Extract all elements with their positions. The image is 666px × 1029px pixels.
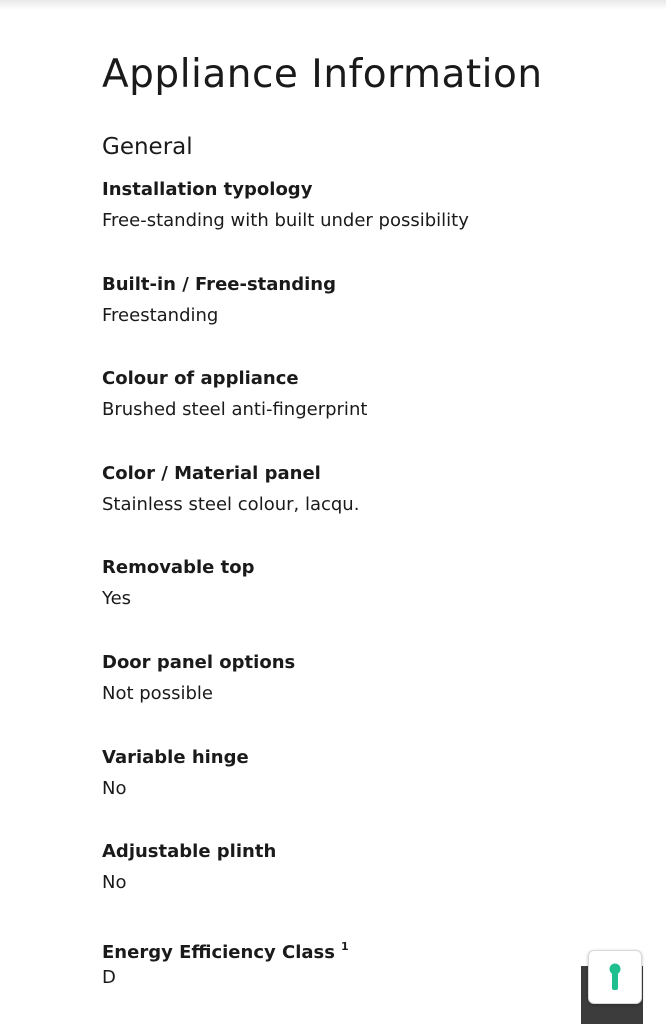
spec-value: Free-standing with built under possibility (102, 210, 469, 231)
spec-label: Colour of appliance (102, 368, 299, 390)
spec-item-variable-hinge (102, 746, 622, 841)
spec-list (102, 178, 622, 1029)
spec-item-removable-top (102, 556, 622, 651)
spec-value: Freestanding (102, 304, 219, 326)
spec-label: Variable hinge (102, 746, 249, 768)
top-bar-shadow (0, 0, 666, 10)
spec-label: Adjustable plinth (102, 841, 277, 863)
spec-label (102, 935, 622, 963)
spec-value: Yes (102, 588, 132, 610)
spec-value: No (102, 777, 127, 799)
spec-item-colour-of-appliance (102, 367, 622, 462)
spec-item-energy-efficiency-class (102, 935, 622, 1029)
spec-value: D (102, 966, 116, 988)
privacy-settings-button[interactable] (588, 950, 642, 1004)
spec-label: Color / Material panel (102, 462, 321, 484)
page-title: Appliance Information (102, 52, 543, 97)
spec-item-color-material-panel (102, 462, 622, 557)
spec-value: Not possible (102, 682, 213, 704)
spec-label: Installation typology (102, 179, 313, 200)
spec-item-door-panel-options (102, 651, 622, 746)
appliance-information-panel (102, 50, 622, 1029)
spec-label: Built-in / Free-standing (102, 273, 336, 295)
keyhole-icon (608, 963, 622, 991)
spec-item-adjustable-plinth (102, 840, 622, 935)
spec-value: Stainless steel colour, lacqu. (102, 493, 360, 515)
spec-label: Door panel options (102, 651, 296, 673)
footnote-link[interactable]: 1 (340, 939, 349, 953)
section-title-general: General (102, 134, 193, 160)
spec-item-built-in-free-standing (102, 273, 622, 368)
spec-value: No (102, 872, 127, 894)
spec-value: Brushed steel anti-fingerprint (102, 399, 368, 421)
spec-item-installation-typology (102, 178, 622, 273)
spec-label: Removable top (102, 557, 255, 579)
spec-label-text: Energy Efficiency Class (102, 941, 335, 963)
